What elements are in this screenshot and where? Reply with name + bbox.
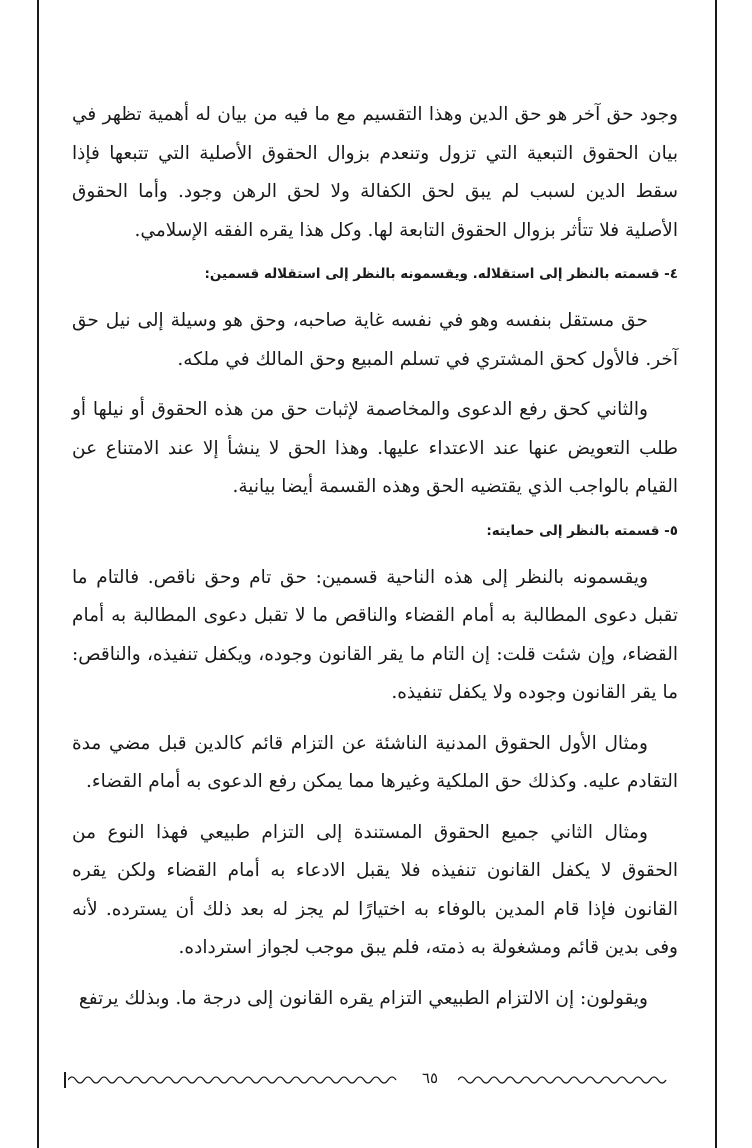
- paragraph: حق مستقل بنفسه وهو في نفسه غاية صاحبه، وحق هو وسيلة إلى نيل حق آخر. فالأول كحق المشتري في تسلم المبيع وحق المالك في ملكه.: [72, 310, 678, 370]
- paragraph: والثاني كحق رفع الدعوى والمخاصمة لإثبات حق من هذه الحقوق أو نيلها أو طلب التعويض عنها عند الاعتداء عليها. وهذا الحق لا ينشأ إلا عند الامتناع عن القيام بالواجب الذي يقتضيه الحق وهذه القسمة أيضا بيانية.: [72, 399, 678, 497]
- left-margin-rule: [37, 0, 39, 1148]
- page-footer: [64, 1066, 668, 1096]
- footer-wave-right: [458, 1074, 668, 1086]
- paragraph: ويقولون: إن الالتزام الطبيعي التزام يقره القانون إلى درجة ما. وبذلك يرتفع: [78, 987, 648, 1009]
- paragraph: وجود حق آخر هو حق الدين وهذا التقسيم مع ما فيه من بيان له أهمية تظهر في بيان الحقوق التبعية التي تزول وتنعدم بزوال الحقوق الأصلية التي تتبعها فإذا سقط الدين لسبب لم يبق لحق الكفالة ولا لحق الرهن وجود. وأما الحقوق الأصلية فلا تتأثر بزوال الحقوق التابعة لها. وكل هذا يقره الفقه الإسلامي.: [72, 104, 678, 241]
- footer-tick-mark: [64, 1072, 66, 1088]
- paragraph: ويقسمونه بالنظر إلى هذه الناحية قسمين: حق تام وحق ناقص. فالتام ما تقبل دعوى المطالبة به أمام القضاء والناقص ما لا تقبل دعوى المطالبة به أمام القضاء، وإن شئت قلت: إن التام ما يقر القانون وجوده، ويكفل تنفيذه، والناقص: ما يقر القانون وجوده ولا يكفل تنفيذه.: [72, 566, 678, 703]
- section-heading-5: ٥- قسمته بالنظر إلى حمايته:: [486, 522, 678, 539]
- footer-wave-left: [68, 1074, 402, 1086]
- paragraph: ومثال الأول الحقوق المدنية الناشئة عن التزام قائم كالدين قبل مضي مدة التقادم عليه. وكذلك حق الملكية وغيرها مما يمكن رفع الدعوى به أمام القضاء.: [72, 732, 678, 792]
- page-body: [72, 96, 678, 1018]
- right-margin-rule: [715, 0, 717, 1148]
- paragraph: ومثال الثاني جميع الحقوق المستندة إلى التزام طبيعي فهذا النوع من الحقوق لا يكفل القانون تنفيذه فلا يقبل الادعاء به أمام القضاء ولكن يقره القانون فإذا قام المدين بالوفاء به اختيارًا لم يجز له بعد ذلك أن يسترده. لأنه وفى بدين قائم ومشغولة به ذمته، فلم يبق موجب لجواز استرداده.: [72, 821, 678, 958]
- section-heading-4: ٤- قسمته بالنظر إلى استقلاله. ويقسمونه بالنظر إلى استقلاله قسمين:: [204, 266, 678, 282]
- page-number: ٦٥: [421, 1069, 439, 1087]
